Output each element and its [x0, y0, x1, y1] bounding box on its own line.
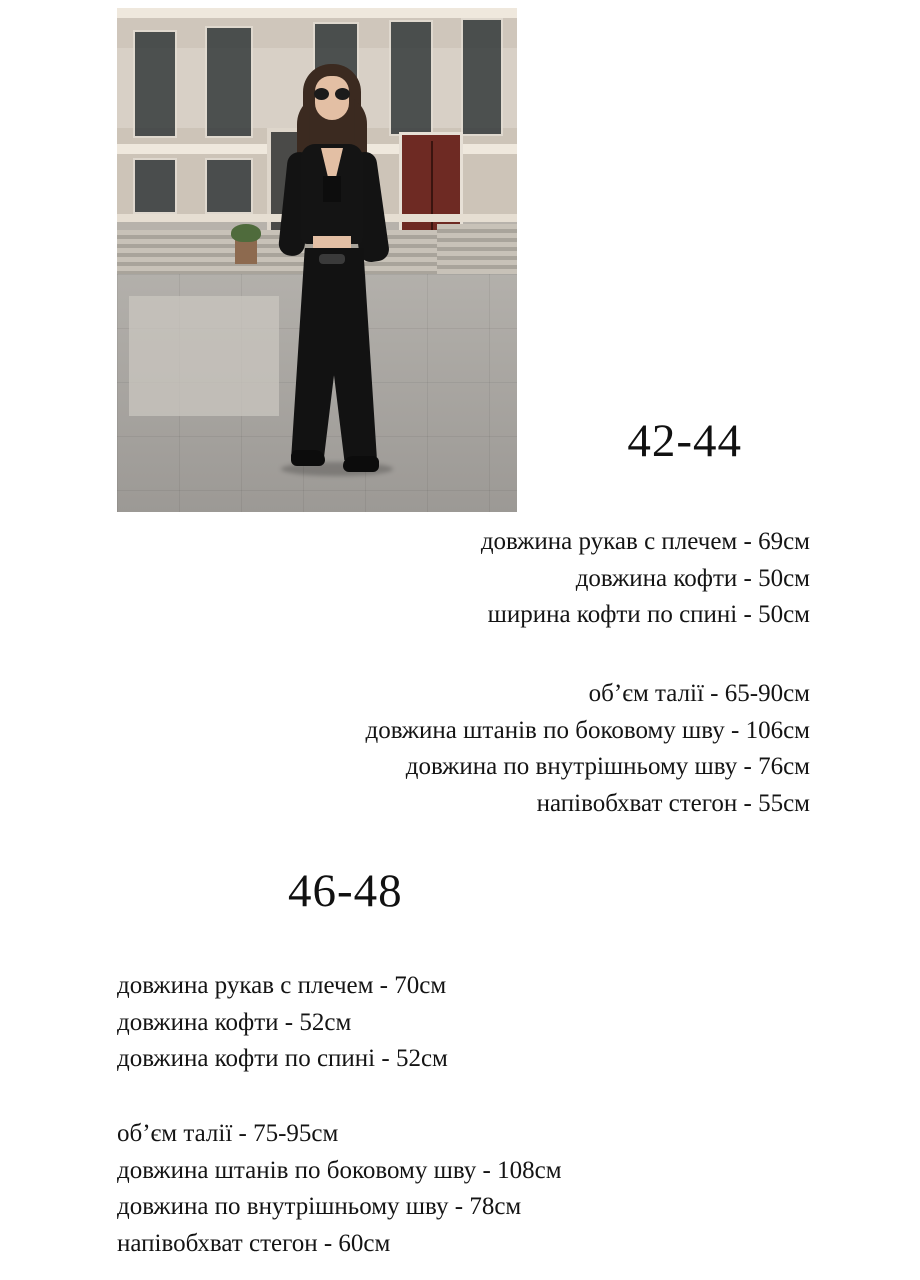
- measurement-line: довжина по внутрішньому шву - 78см: [117, 1193, 522, 1220]
- measurement-line: об’єм талії - 75-95см: [117, 1120, 339, 1147]
- measurement-line: ширина кофти по спині - 50см: [487, 601, 810, 628]
- measurement-line: довжина кофти - 50см: [575, 564, 810, 592]
- facade-window: [205, 26, 253, 138]
- size-heading-46-48: 46-48: [288, 865, 403, 917]
- facade-window: [461, 18, 503, 136]
- inner-top: [323, 176, 341, 202]
- measurement-line: довжина рукав с плечем - 70см: [117, 972, 447, 999]
- facade-window: [133, 30, 177, 138]
- facade-window-lower: [133, 158, 177, 214]
- pants-drawstring: [319, 254, 345, 264]
- size-46-48-top-measurements: [117, 968, 448, 1078]
- size-42-44-bottom-measurements: [0, 676, 810, 822]
- measurement-line: довжина по внутрішньому шву - 76см: [405, 753, 810, 780]
- sunglasses-icon: [314, 88, 350, 100]
- size-46-48-bottom-measurements: [117, 1116, 562, 1262]
- measurement-line: напівобхват стегон - 55см: [536, 789, 810, 817]
- measurement-line: довжина штанів по боковому шву - 106см: [365, 716, 810, 744]
- measurement-line: напівобхват стегон - 60см: [117, 1229, 391, 1257]
- size-42-44-top-measurements: [0, 524, 810, 634]
- measurement-line: довжина штанів по боковому шву - 108см: [117, 1156, 562, 1184]
- measurement-line: довжина рукав с плечем - 69см: [480, 528, 810, 555]
- measurement-line: об’єм талії - 65-90см: [588, 680, 810, 707]
- measurement-line: довжина кофти - 52см: [117, 1008, 352, 1036]
- facade-cornice-top: [117, 8, 517, 18]
- planter: [235, 240, 257, 264]
- facade-window-lower: [205, 158, 253, 214]
- size-heading-42-44: 42-44: [627, 415, 742, 467]
- staircase-right: [437, 224, 517, 276]
- measurement-line: довжина кофти по спині - 52см: [117, 1045, 448, 1072]
